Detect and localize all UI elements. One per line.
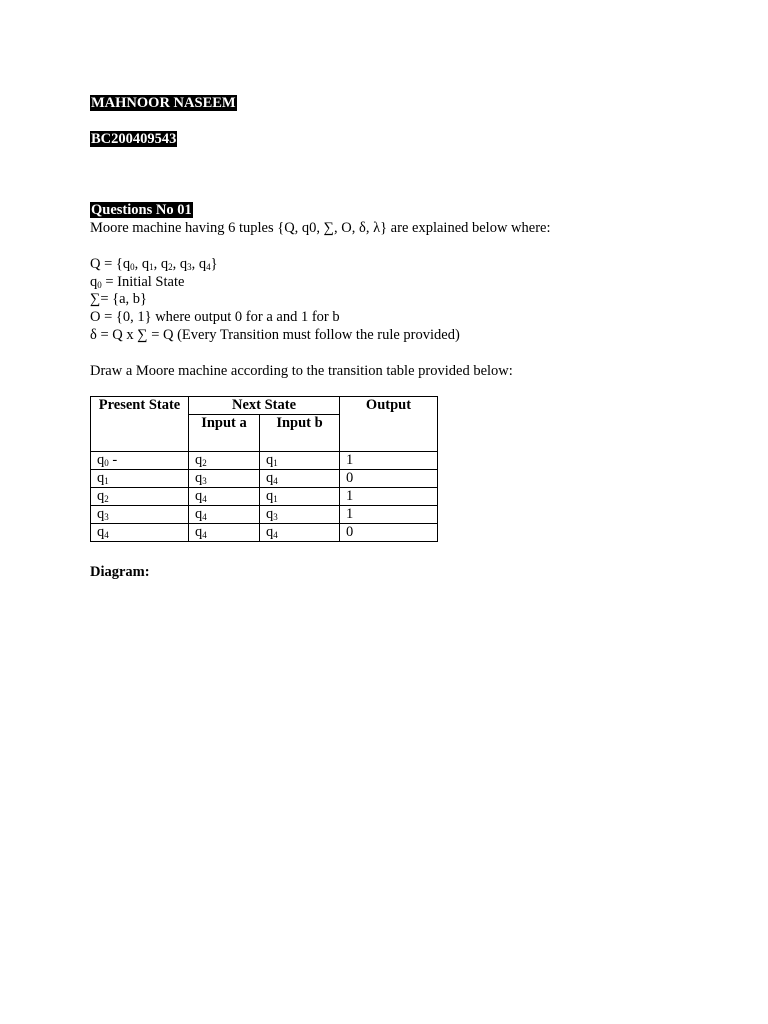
table-row — [91, 452, 438, 470]
header-input-a: Input a — [189, 415, 260, 452]
cell-output: 1 — [340, 452, 438, 470]
table-header-row — [91, 397, 438, 415]
cell-state: $q_3$ — [91, 506, 189, 524]
cell-output: 1 — [340, 506, 438, 524]
cell-state: $q_2$ — [91, 488, 189, 506]
initial-state-definition: $q_0$ = Initial State — [90, 274, 185, 290]
diagram-label: Diagram: — [90, 564, 150, 580]
cell-output: 1 — [340, 488, 438, 506]
student-id-text: BC200409543 — [91, 131, 177, 147]
cell-output: 0 — [340, 470, 438, 488]
student-id — [90, 130, 177, 148]
cell-input-b: $q_4$ — [260, 524, 340, 542]
table-row — [91, 470, 438, 488]
transition-table — [90, 396, 438, 542]
cell-input-a: $q_4$ — [189, 488, 260, 506]
student-name-text: MAHNOOR NASEEM — [91, 95, 236, 111]
states-definition: $Q = \{q_0$, $q_1$, $q_2$, $q_3$, $q_4$} — [90, 256, 218, 272]
header-output: Output — [340, 397, 438, 452]
cell-input-a: $q_2$ — [189, 452, 260, 470]
cell-input-b: $q_1$ — [260, 452, 340, 470]
cell-state: $q_4$ — [91, 524, 189, 542]
cell-input-a: $q_4$ — [189, 506, 260, 524]
sigma-definition: ∑= {a, b} — [90, 291, 147, 307]
initial-state-text: = Initial State — [101, 274, 185, 290]
cell-input-b: $q_4$ — [260, 470, 340, 488]
instruction-text: Draw a Moore machine according to the transition table provided below: — [90, 363, 513, 379]
output-definition: O = {0, 1} where output 0 for a and 1 for b — [90, 309, 340, 325]
cell-output: 0 — [340, 524, 438, 542]
header-next-state: Next State — [189, 397, 340, 415]
question-intro: Moore machine having 6 tuples {Q, q0, ∑, O, δ, λ} are explained below where: — [90, 220, 551, 236]
question-title-text: Questions No 01 — [91, 202, 192, 218]
cell-input-b: $q_1$ — [260, 488, 340, 506]
table-row — [91, 524, 438, 542]
table-row — [91, 506, 438, 524]
cell-state: $q_0$ - — [91, 452, 189, 470]
header-input-b: Input b — [260, 415, 340, 452]
table-row — [91, 488, 438, 506]
cell-input-b: $q_3$ — [260, 506, 340, 524]
cell-state: $q_1$ — [91, 470, 189, 488]
states-prefix: Q = {q — [90, 256, 131, 272]
cell-input-a: $q_4$ — [189, 524, 260, 542]
cell-input-a: $q_3$ — [189, 470, 260, 488]
question-title — [90, 201, 193, 219]
header-present-state: Present State — [91, 397, 189, 452]
states-suffix: } — [210, 256, 218, 272]
student-name — [90, 94, 237, 112]
transition-definition: δ = Q x ∑ = Q (Every Transition must follow the rule provided) — [90, 327, 460, 343]
